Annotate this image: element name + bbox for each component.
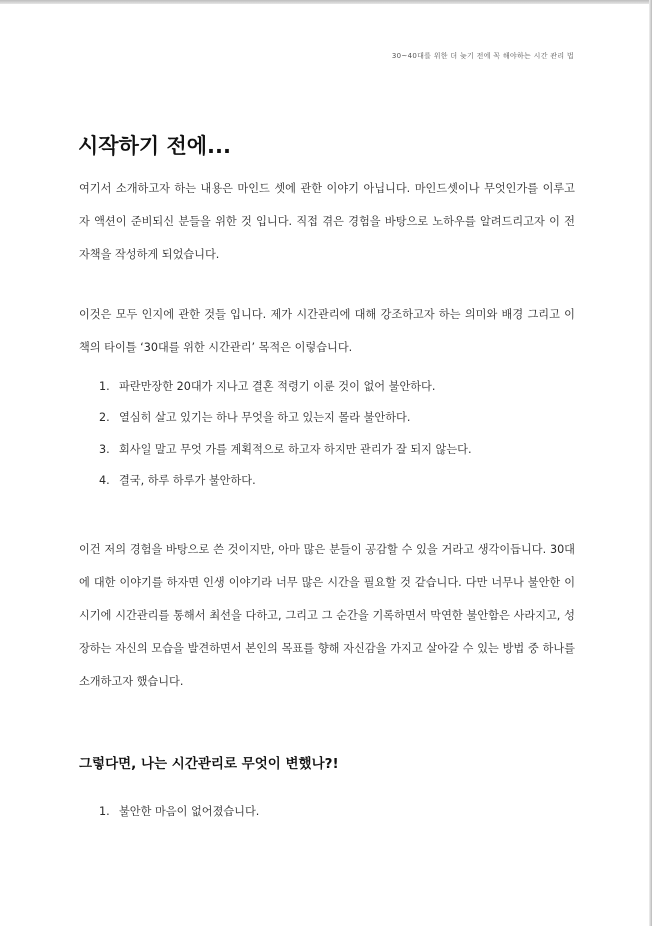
list-item-number: 1. — [99, 380, 110, 393]
concerns-list — [99, 371, 472, 496]
list-item-text: 결국, 하루 하루가 불안하다. — [119, 473, 256, 487]
changes-list — [99, 796, 259, 827]
list-item-text: 파란만장한 20대가 지나고 결혼 적령기 이룬 것이 없어 불안하다. — [119, 380, 436, 393]
list-item — [99, 402, 472, 433]
list-item-number: 3. — [99, 442, 110, 456]
list-item-number: 4. — [99, 473, 110, 487]
list-item-text: 열심히 살고 있기는 하나 무엇을 하고 있는지 몰라 불안하다. — [119, 411, 411, 425]
list-item-text: 불안한 마음이 없어졌습니다. — [119, 805, 260, 818]
page-title: 시작하기 전에... — [78, 134, 231, 158]
list-item-text: 회사일 말고 무엇 가를 계획적으로 하고자 하지만 관리가 잘 되지 않는다. — [119, 442, 472, 456]
list-item — [99, 371, 472, 402]
experience-paragraph: 이건 저의 경험을 바탕으로 쓴 것이지만, 아마 많은 분들이 공감할 수 있을 거라고 생각이듭니다. 30대에 대한 이야기를 하자면 인생 이야기라 너무 많은 시간을 필요할 것 같습니다. 다만 너무나 불안한 이시기에 시간관리를 통해서 최선을 다하고, 그리고 그 순간을 기록하면서 막연한 불안함은 사라지고, 성장하는 자신의 모습을 발견하면서 본인의 목표를 향해 자신감을 가지고 살아갈 수 있는 방법 중 하나를 소개하고자 했습니다. — [79, 543, 575, 688]
list-item-number: 1. — [99, 805, 110, 818]
running-header: 30~40대를 위한 더 늦기 전에 꼭 해야하는 시간 관리 법 — [391, 52, 574, 60]
purpose-paragraph: 이것은 모두 인지에 관한 것들 입니다. 제가 시간관리에 대해 강조하고자 하는 의미와 배경 그리고 이 책의 타이틀 ‘30대를 위한 시간관리’ 목적은 이렇습니다. — [79, 308, 575, 354]
list-item — [99, 465, 472, 496]
section-subtitle: 그렇다면, 나는 시간관리로 무엇이 변했나?! — [79, 756, 339, 772]
page-top-edge — [0, 0, 652, 4]
list-item-number: 2. — [99, 411, 110, 425]
list-item — [99, 796, 259, 827]
intro-paragraph: 여기서 소개하고자 하는 내용은 마인드 셋에 관한 이야기 아닙니다. 마인드셋이나 무엇인가를 이루고자 액션이 준비되신 분들을 위한 것 입니다. 직접 겪은 경험을 바탕으로 노하우를 알려드리고자 이 전자책을 작성하게 되었습니다. — [79, 182, 575, 261]
list-item — [99, 434, 472, 465]
